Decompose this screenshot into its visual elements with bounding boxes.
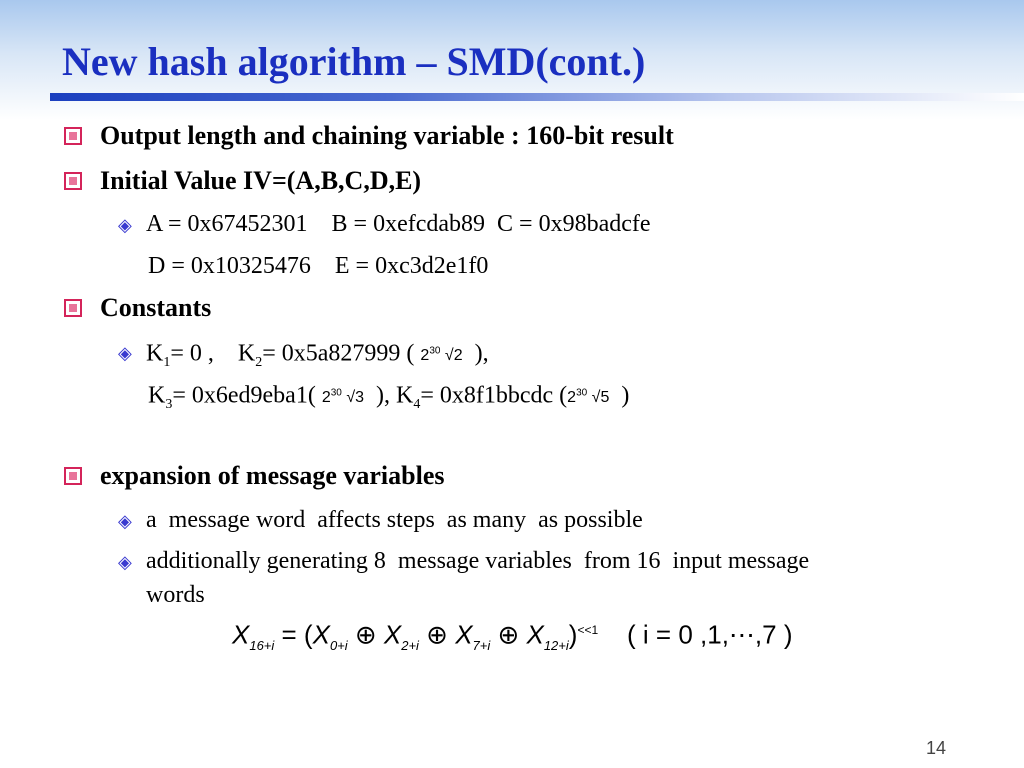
constants-line1: $K_1= 0$ , $K_2= 0x5a827999$ ( $2^{30}$ √2 ),: [146, 340, 489, 371]
bullet-constants: Constants: [100, 293, 212, 322]
square-bullet-icon: [64, 172, 82, 190]
bullet-expansion: expansion of message variables: [100, 461, 445, 490]
bullet-output-length: Output length and chaining variable : 160-bit result: [100, 121, 674, 150]
diamond-bullet-icon: ◈: [118, 215, 132, 235]
square-bullet-icon: [64, 127, 82, 145]
bullet-initial-value: Initial Value IV=(A,B,C,D,E): [100, 166, 422, 195]
iv-values-line1: A = 0x67452301 B = 0xefcdab89 C = 0x98badcfe: [146, 211, 651, 237]
diamond-bullet-icon: ◈: [118, 511, 132, 531]
page-number: 14: [926, 738, 947, 758]
expansion-item2-line1: additionally generating 8 message variables from 16 input message: [146, 548, 810, 574]
expansion-item1: a message word affects steps as many as possible: [146, 507, 643, 533]
square-bullet-icon: [64, 467, 82, 485]
message-expansion-formula: $X_{16+i} = (X_{0+i}$ ⊕ $X_{2+i}$ ⊕ $X_{7+i}$ ⊕ $X_{12+i})^{<<1}$ ( i = 0 ,1,⋯,7 ): [232, 619, 793, 653]
diamond-bullet-icon: ◈: [118, 552, 132, 572]
iv-values-line2: D = 0x10325476 E = 0xc3d2e1f0: [148, 253, 489, 279]
title-underline: [50, 93, 1024, 101]
constants-line2: $K_3= 0x6ed9eba1$( $2^{30}$ √3 ), $K_4=$ 0x8f1bbcdc ($2^{30}$ √5 ): [148, 382, 630, 413]
diamond-bullet-icon: ◈: [118, 343, 132, 363]
slide-title: New hash algorithm – SMD(cont.): [62, 39, 646, 84]
expansion-item2-line2: words: [146, 582, 205, 608]
square-bullet-icon: [64, 299, 82, 317]
